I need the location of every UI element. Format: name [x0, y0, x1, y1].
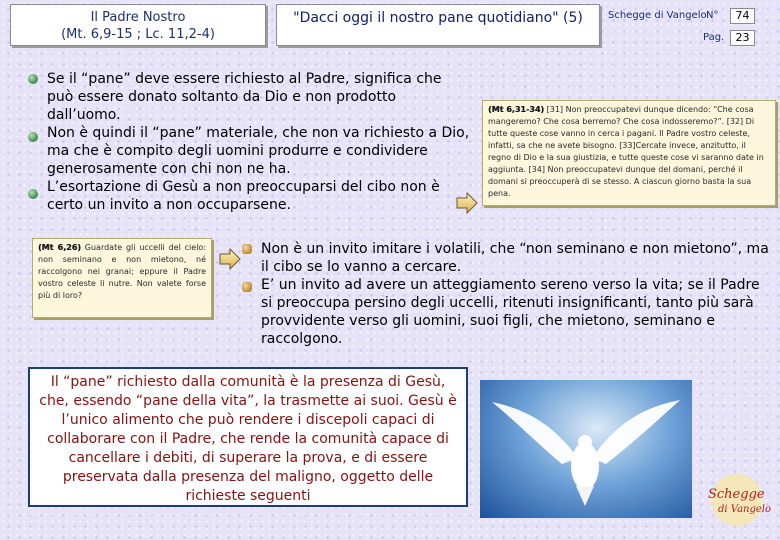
number-label: N°	[706, 10, 719, 21]
header-subject: Il Padre Nostro	[90, 10, 186, 25]
main-point-2: Non è quindi il “pane” materiale, che non va richiesto a Dio, ma che è compito degli uomini produrre e condividere generosamente con chi non ne ha.	[47, 125, 470, 177]
arrow-right-icon	[218, 248, 242, 270]
page-label: Pag.	[703, 32, 725, 43]
series-label: Schegge di Vangelo	[608, 10, 707, 21]
quote-text: Guardate gli uccelli del cielo: non seminano e non mietono, né raccolgono nei granai; eppure il Padre vostro celeste li nutre. Non valete forse più di loro?	[38, 243, 207, 300]
secondary-point-2: E’ un invito ad avere un atteggiamento sereno verso la vita; se il Padre si preoccupa persino degli uccelli, ritenuti insignificanti, tanto più sarà provvidente verso gli uomini, suoi figli, che mietono, seminano e raccolgono.	[261, 277, 760, 347]
conclusion-text: Il “pane” richiesto dalla comunità è la presenza di Gesù, che, essendo “pane della vita”, la trasmette ai suoi. Gesù è l’unico alimento che può rendere i discepoli capaci di collaborare con il Padre, che rende la comunità capace di cancellare i debiti, di superare la prova, e di essere preservata dalla presenza del maligno, oggetto delle richieste seguenti	[39, 374, 457, 504]
header-reference: (Mt. 6,9-15 ; Lc. 11,2-4)	[61, 27, 215, 42]
header-subject-box	[10, 4, 266, 46]
quote-reference: (Mt 6,26)	[38, 243, 81, 252]
main-point-1: Se il “pane” deve essere richiesto al Padre, significa che può essere donato soltanto da Dio e non prodotto dall’uomo.	[47, 71, 442, 123]
bullet-icon	[28, 189, 38, 199]
bullet-icon	[28, 132, 38, 142]
page-title: "Dacci oggi il nostro pane quotidiano" (5)	[293, 10, 583, 26]
number-value: 74	[730, 8, 755, 24]
dove-image	[480, 380, 692, 518]
bullet-icon	[242, 282, 252, 292]
main-point-3: L’esortazione di Gesù a non preoccuparsi del cibo non è certo un invito a non occuparsene.	[47, 179, 440, 213]
page-value: 23	[730, 30, 755, 46]
secondary-points	[261, 240, 771, 348]
svg-text:Schegge: Schegge	[708, 487, 765, 502]
svg-text:di Vangelo: di Vangelo	[718, 504, 772, 515]
arrow-right-icon	[455, 192, 479, 214]
conclusion-box	[28, 367, 468, 507]
bullet-icon	[242, 244, 252, 254]
main-points	[47, 70, 472, 214]
secondary-point-1: Non è un invito imitare i volatili, che “non seminano e non mietono”, ma il cibo se lo vanno a cercare.	[261, 241, 769, 275]
header-title-box	[276, 4, 600, 46]
dove-icon	[480, 380, 692, 518]
quote-reference: (Mt 6,31-34)	[488, 105, 545, 114]
quote-text: [31] Non preoccupatevi dunque dicendo: “Che cosa mangeremo? Che cosa berremo? Che cosa indosseremo?”. [32] Di tutte queste cose vanno in cerca i pagani. Il Padre vostro celeste, infatti, sa che ne avete bisogno. [33]Cercate invece, anzitutto, il regno di Dio e la sua giustizia, e tutte queste cose vi saranno date in aggiunta. [34] Non preoccupatevi dunque del domani, perché il domani si preoccuperà di se stesso. A ciascun giorno basta la sua pena.	[488, 105, 764, 198]
quote-box-mt6-31	[482, 100, 776, 206]
quote-box-mt6-26	[32, 238, 212, 318]
logo-icon	[700, 470, 774, 530]
bullet-icon	[28, 74, 38, 84]
